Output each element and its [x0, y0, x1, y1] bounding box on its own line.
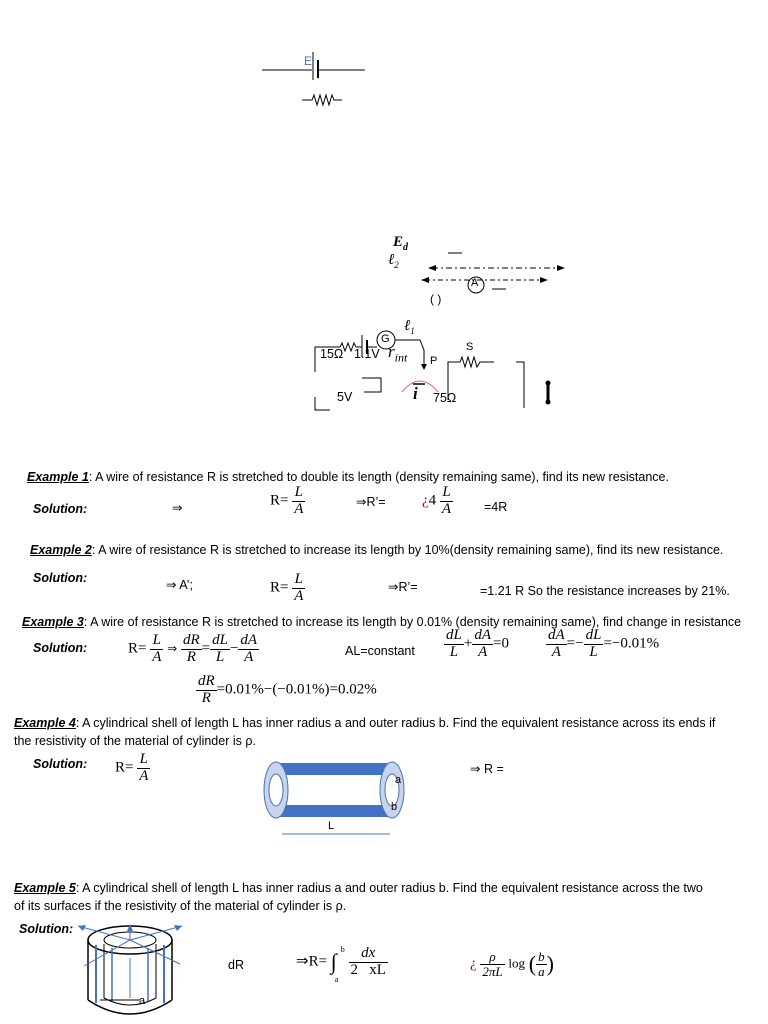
example-1-result-formula: ¿4 $\frac{L}{A}$	[422, 484, 452, 517]
example-1-arrow: ⇒	[172, 501, 183, 515]
example-5-statement-line2: of its surfaces if the resistivity of the material of cylinder is ρ.	[14, 899, 347, 913]
figure-4-l-label: L	[328, 820, 335, 832]
example-3-statement: Example 3: A wire of resistance R is stretched to increase its length by 0.01% (density remaining same), find change in resistance	[22, 615, 742, 629]
example-2-statement: Example 2: A wire of resistance R is stretched to increase its length by 10%(density remaining same), find its new resistance.	[30, 543, 724, 557]
example-3-line2: $\frac{dR}{R}$ =0.01%−(−0.01%)=0.02%	[198, 673, 377, 706]
paren-label: ( )	[430, 292, 442, 306]
example-3-al-constant: AL=constant	[345, 644, 415, 658]
current-label: i	[413, 384, 418, 403]
battery-label: E	[304, 54, 313, 68]
example-5-result: ¿ $\frac{\rho}{2\pi L}$ log ( $\frac{b}{a}$ )	[470, 949, 554, 979]
l1-label: ℓ$_1$	[404, 318, 415, 336]
p-label: P	[430, 355, 438, 367]
l2-label: ℓ$_2$	[388, 252, 399, 270]
example-1-result: =4R	[484, 500, 508, 514]
example-1-formula: R= $\frac{L}{A}$	[270, 484, 304, 517]
figure-5-a-label: a	[139, 995, 146, 1007]
s-label: S	[466, 341, 474, 353]
example-1-r-prime: ⇒R’=	[356, 495, 386, 509]
ed-label: $E_d$	[393, 234, 409, 253]
example-2-r-prime: ⇒R’=	[388, 580, 418, 594]
v5-label: 5V	[337, 390, 353, 404]
example-2-formula: R= $\frac{L}{A}$	[270, 571, 304, 604]
example-1-statement: Example 1: A wire of resistance R is stretched to double its length (density remaining same), find its new resistance.	[27, 470, 669, 484]
example-4-statement: Example 4: A cylindrical shell of length L has inner radius a and outer radius b. Find the equivalent resistance across its ends if	[14, 716, 716, 730]
r15-label: 15Ω	[320, 347, 344, 361]
ammeter-label: A	[471, 277, 479, 289]
example-5-solution-label: Solution:	[19, 922, 74, 936]
example-2-result: =1.21 R So the resistance increases by 21%.	[480, 584, 730, 598]
figure-4-a-label: a	[395, 774, 402, 786]
figure-4-b-label: b	[391, 801, 398, 813]
example-4-formula: R= $\frac{L}{A}$	[115, 751, 149, 784]
example-3-formula: R= $\frac{L}{A}$ ⇒ $\frac{dR}{R}$ = $\frac{dL}{L}$ − $\frac{dA}{A}$	[128, 632, 258, 665]
v11-label: 1.1V	[354, 347, 380, 361]
example-2-solution-label: Solution:	[33, 571, 88, 585]
example-5-dr: dR	[228, 958, 244, 972]
example-4-statement-line2: the resistivity of the material of cylinder is ρ.	[14, 734, 256, 748]
example-2-a-prime: ⇒ A’;	[166, 578, 193, 592]
galvanometer-label: G	[381, 333, 390, 345]
example-5-statement: Example 5: A cylindrical shell of length L has inner radius a and outer radius b. Find the equivalent resistance across the two	[14, 881, 703, 895]
example-3-solution-label: Solution:	[33, 641, 88, 655]
r-int-label: $r_{int}$	[388, 342, 408, 365]
example-5-integral: ⇒R= ∫ b a $\frac{dx}{2 xL}$	[296, 945, 386, 985]
example-1-solution-label: Solution:	[33, 502, 88, 516]
example-3-derivative-sum: $\frac{dL}{L}$ + $\frac{dA}{A}$ =0	[446, 627, 509, 660]
r75-label: 75Ω	[433, 391, 457, 405]
example-4-result: ⇒ R =	[470, 762, 504, 776]
example-3-derivative-result: $\frac{dA}{A}$ =− $\frac{dL}{L}$ =−0.01%	[548, 627, 660, 660]
example-4-solution-label: Solution:	[33, 757, 88, 771]
